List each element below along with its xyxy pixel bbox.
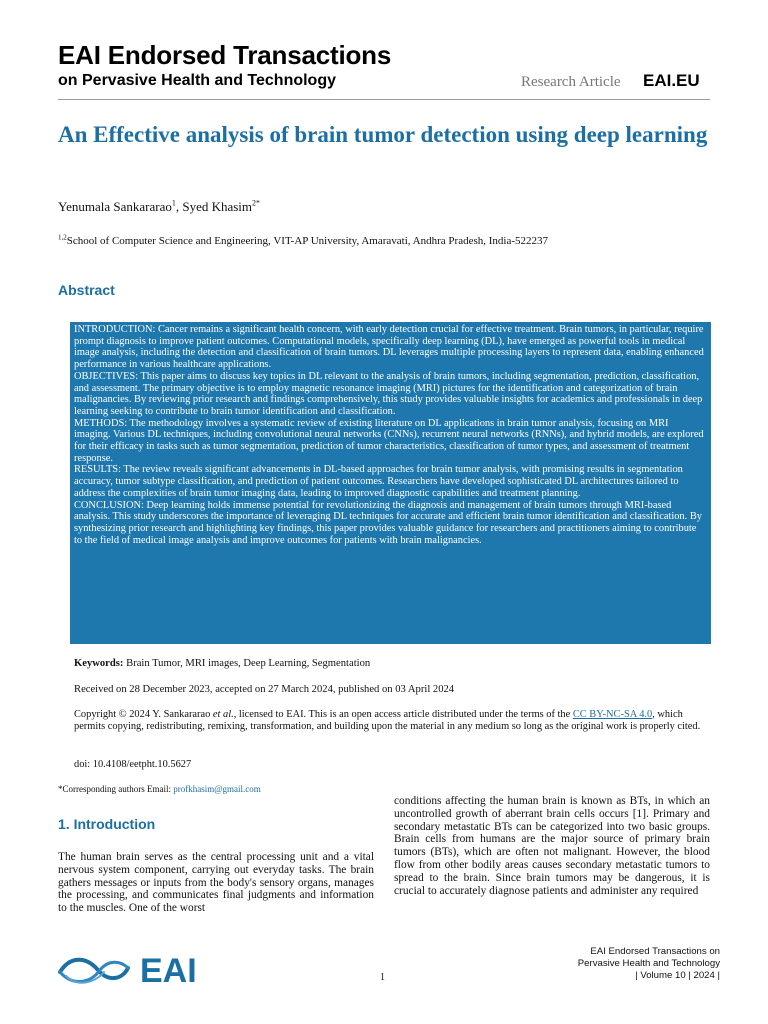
eai-logo-icon — [56, 950, 216, 990]
corresponding-label: *Corresponding authors Email: — [58, 784, 174, 794]
copyright-text: , licensed to EAI. This is an open access article distributed under the terms of the — [233, 709, 573, 720]
copyright-notice — [74, 709, 704, 733]
author-list — [58, 199, 260, 215]
affiliation — [58, 235, 548, 247]
copyright-etal: et al. — [212, 709, 234, 720]
keywords — [74, 658, 370, 669]
section-heading-introduction: 1. Introduction — [58, 816, 156, 832]
header-divider — [58, 99, 710, 100]
corresponding-author — [58, 784, 261, 794]
eai-logo-text: EAI — [140, 952, 197, 990]
received-dates: Received on 28 December 2023, accepted on 27 March 2024, published on 03 April 2024 — [74, 684, 455, 695]
footer-journal-line: Pervasive Health and Technology — [577, 958, 720, 969]
article-title: An Effective analysis of brain tumor detection using deep learning — [58, 122, 708, 147]
corresponding-email-link[interactable]: profkhasim@gmail.com — [173, 784, 261, 794]
keywords-list: Brain Tumor, MRI images, Deep Learning, Segmentation — [126, 658, 371, 669]
journal-subtitle: on Pervasive Health and Technology — [58, 72, 336, 89]
author-separator: , — [175, 199, 183, 214]
body-right-column: conditions affecting the human brain is known as BTs, in which an uncontrolled growth of aberrant brain cells occurs [1]. Primary and secondary metastatic BTs can be categorized into two basic groups. Brain cells from humans are the major source of primary brain tumors (BTs), which are often not malignant. However, the blood flow from other bodily areas causes secondary metastatic tumors to spread to the brain. Since brain tumors may be dangerous, it is crucial to accurately diagnose patients and administer any required — [394, 795, 710, 897]
footer-journal-line: EAI Endorsed Transactions on — [590, 946, 720, 957]
abstract-box — [70, 322, 711, 644]
author-superscript: 1 — [171, 198, 176, 208]
footer-journal-info — [470, 946, 720, 982]
author-superscript: 2* — [252, 198, 261, 208]
doi: doi: 10.4108/eetpht.10.5627 — [74, 759, 192, 770]
abstract-conclusion: CONCLUSION: Deep learning holds immense potential for revolutionizing the diagnosis and management of brain tumors through MRI-based analysis. This study underscores the importance of leveraging DL techniques for accurate and efficient brain tumor identification and classification. By synthesizing prior research and highlighting key findings, this paper provides valuable guidance for researchers and practitioners aiming to contribute to the field of medical image analysis and improve outcomes for patients with brain malignancies. — [74, 499, 702, 546]
article-type-label: Research Article — [521, 74, 621, 90]
page-number: 1 — [380, 972, 385, 983]
keywords-label: Keywords: — [74, 658, 124, 669]
copyright-text: , which permits copying, redistributing, remixing, transformation, and building upon the material in any medium so long as the original work is properly cited. — [74, 709, 701, 732]
footer-journal-line: | Volume 10 | 2024 | — [635, 970, 720, 981]
abstract-methods: METHODS: The methodology involves a systematic review of existing literature on DL applications in brain tumor analysis, focusing on MRI imaging. Various DL techniques, including convolutional neural networks (CNNs), recurrent neural networks (RNNs), and hybrid models, are explored for their efficacy in tasks such as tumor segmentation, prediction of tumor characteristics, classification of tumor types, and assessment of treatment response. — [74, 417, 704, 464]
license-link[interactable]: CC BY-NC-SA 4.0 — [572, 709, 653, 720]
abstract-results: RESULTS: The review reveals significant advancements in DL-based approaches for brain tumor analysis, with promising results in segmentation accuracy, tumor subtype classification, and prediction of patient outcomes. Researchers have developed sophisticated DL architectures tailored to address the complexities of brain tumor imaging data, leading to improved diagnostic capabilities and treatment planning. — [74, 464, 683, 499]
affiliation-superscript: 1,2 — [58, 233, 67, 242]
abstract-heading: Abstract — [58, 282, 115, 298]
abstract-objectives: OBJECTIVES: This paper aims to discuss key topics in DL relevant to the analysis of brain tumors, including segmentation, prediction, classification, and assessment. The primary objective is to employ magnetic resonance imaging (MRI) pictures for the identification and categorization of brain malignancies. By reviewing prior research and findings comprehensively, this study provides valuable insights for academics and professionals in deep learning seeking to contribute to brain tumor identification and classification. — [74, 370, 703, 417]
affiliation-text: School of Computer Science and Engineering, VIT-AP University, Amaravati, Andhra Pradesh, India-522237 — [66, 235, 549, 247]
abstract-introduction: INTRODUCTION: Cancer remains a significant health concern, with early detection crucial for effective treatment. Brain tumors, in particular, require prompt diagnosis to improve patient outcomes. Computational models, specifically deep learning (DL), have emerged as powerful tools in medical image analysis, including the detection and classification of brain tumors. DL leverages multiple processing layers to represent data, enabling enhanced performance in various healthcare applications. — [74, 324, 704, 371]
journal-title: EAI Endorsed Transactions — [58, 40, 392, 70]
author-name: Yenumala Sankararao — [58, 199, 172, 214]
eai-eu-logo[interactable]: EAI.EU — [643, 71, 700, 90]
author-name: Syed Khasim — [182, 199, 253, 214]
copyright-text: Copyright © 2024 Y. Sankararao — [74, 709, 213, 720]
body-left-column: The human brain serves as the central processing unit and a vital nervous system component, carrying out everyday tasks. The brain gathers messages or inputs from the body's sensory organs, manages the processing, and communicates final judgments and information to the muscles. One of the worst — [58, 851, 374, 915]
